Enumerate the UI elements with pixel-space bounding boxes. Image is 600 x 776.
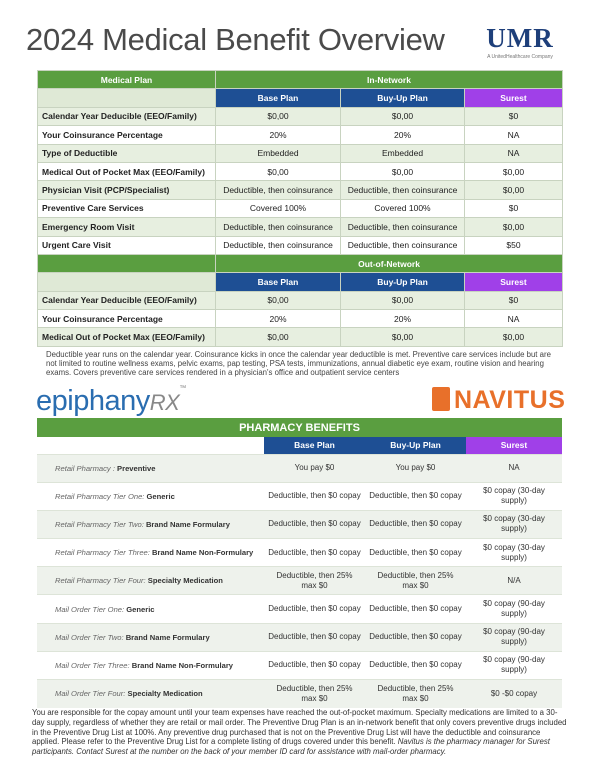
pharmacy-base-value: Deductible, then 25% max $0 (264, 680, 365, 708)
pharmacy-tier-name: Specialty Medication (147, 576, 223, 586)
in-network-row (38, 107, 563, 125)
navitus-logo (432, 386, 566, 414)
pharmacy-surest-value: $0 copay (90-day supply) (466, 651, 562, 679)
in-network-surest-value: $0 (465, 107, 563, 125)
out-network-base-value: $0,00 (216, 291, 341, 309)
in-network-row (38, 236, 563, 254)
in-network-buyup-value: 20% (341, 126, 465, 144)
in-network-buyup-value: $0,00 (341, 162, 465, 180)
pharmacy-buyup-value: Deductible, then $0 copay (365, 482, 466, 510)
out-network-surest-value: $0,00 (465, 328, 563, 346)
in-network-surest-value: NA (465, 144, 563, 162)
out-network-surest-value: NA (465, 310, 563, 328)
out-network-buyup-value: 20% (341, 310, 465, 328)
in-network-buyup-value: Deductible, then coinsurance (341, 181, 465, 199)
out-network-row (38, 328, 563, 346)
pharmacy-tier-prefix: Mail Order Tier Two: (55, 632, 126, 642)
pharmacy-row (37, 595, 562, 623)
in-network-row-label: Urgent Care Visit (38, 236, 216, 254)
pharmacy-buyup-value: Deductible, then 25% max $0 (365, 567, 466, 595)
pharmacy-tier-name: Preventive (117, 463, 156, 473)
in-network-surest-value: NA (465, 126, 563, 144)
pharmacy-row-label (37, 623, 264, 651)
in-network-surest-value: $0,00 (465, 218, 563, 236)
pharmacy-row (37, 651, 562, 679)
out-network-banner-row (38, 254, 563, 272)
out-network-banner-blank (38, 254, 216, 272)
pharmacy-base-plan-header: Base Plan (264, 437, 365, 454)
in-network-row-label: Preventive Care Services (38, 199, 216, 217)
in-network-row (38, 218, 563, 236)
in-network-row-label: Physician Visit (PCP/Specialist) (38, 181, 216, 199)
pharmacy-row-label (37, 482, 264, 510)
pharmacy-base-value: Deductible, then $0 copay (264, 482, 365, 510)
pharmacy-row (37, 567, 562, 595)
pharmacy-tier-prefix: Mail Order Tier Four: (55, 689, 128, 699)
in-network-blank-header (38, 89, 216, 107)
medical-header-row (38, 71, 563, 89)
pharmacy-row-label (37, 567, 264, 595)
pharmacy-row-label (37, 680, 264, 708)
pharmacy-surest-value: $0 copay (30-day supply) (466, 539, 562, 567)
pharmacy-row-label (37, 454, 264, 482)
pharmacy-row (37, 623, 562, 651)
pharmacy-row (37, 482, 562, 510)
pharmacy-tier-name: Generic (126, 604, 155, 614)
out-network-row-label: Your Coinsurance Percentage (38, 310, 216, 328)
pharmacy-row (37, 510, 562, 538)
in-network-row (38, 162, 563, 180)
medical-benefits-table (37, 70, 563, 347)
pharmacy-tier-prefix: Retail Pharmacy Tier Four: (55, 576, 148, 586)
in-network-buyup-value: Deductible, then coinsurance (341, 236, 465, 254)
pharmacy-surest-header: Surest (466, 437, 562, 454)
pharmacy-surest-value: $0 copay (30-day supply) (466, 482, 562, 510)
medical-footnote: Deductible year runs on the calendar year. Coinsurance kicks in once the calendar year deductible is met. Preventive care services include but are not limited to routine wellness exams, pelvic exams, pap testing, PSA tests, immunizations, annual diabetic eye exam, routine vision and hearing exams. Covers preventive care services rendered in a physician's office and outpatient service centers (46, 350, 551, 377)
pharmacy-surest-value: NA (466, 454, 562, 482)
pharmacy-tier-prefix: Retail Pharmacy Tier Three: (55, 548, 152, 558)
pharmacy-tier-prefix: Retail Pharmacy Tier Two: (55, 519, 146, 529)
in-network-row (38, 126, 563, 144)
navitus-mark-icon (432, 387, 450, 411)
out-network-column-header-row (38, 273, 563, 291)
in-network-buyup-value: Embedded (341, 144, 465, 162)
out-network-base-plan-header: Base Plan (216, 273, 341, 291)
in-network-buyup-value: Deductible, then coinsurance (341, 218, 465, 236)
pharmacy-buyup-value: Deductible, then $0 copay (365, 623, 466, 651)
in-network-buyup-plan-header: Buy-Up Plan (341, 89, 465, 107)
pharmacy-base-value: Deductible, then $0 copay (264, 510, 365, 538)
pharmacy-tier-name: Generic (146, 491, 175, 501)
in-network-column-header-row (38, 89, 563, 107)
in-network-surest-value: $0,00 (465, 162, 563, 180)
pharmacy-tier-prefix: Mail Order Tier Three: (55, 660, 132, 670)
pharmacy-footnote (32, 708, 568, 757)
umr-logo-word: UMR (486, 23, 554, 53)
pharmacy-row (37, 454, 562, 482)
page-title: 2024 Medical Benefit Overview (26, 22, 445, 57)
pharmacy-benefits-banner: PHARMACY BENEFITS (37, 418, 562, 437)
out-network-row (38, 310, 563, 328)
in-network-row-label: Medical Out of Pocket Max (EEO/Family) (38, 162, 216, 180)
in-network-surest-value: $0,00 (465, 181, 563, 199)
out-network-row-label: Medical Out of Pocket Max (EEO/Family) (38, 328, 216, 346)
in-network-base-value: Embedded (216, 144, 341, 162)
in-network-buyup-value: Covered 100% (341, 199, 465, 217)
out-network-header: Out-of-Network (216, 254, 563, 272)
pharmacy-row-label (37, 539, 264, 567)
pharmacy-tier-name: Brand Name Non-Formulary (152, 548, 254, 558)
pharmacy-surest-value: N/A (466, 567, 562, 595)
in-network-base-plan-header: Base Plan (216, 89, 341, 107)
out-network-surest-value: $0 (465, 291, 563, 309)
out-network-buyup-plan-header: Buy-Up Plan (341, 273, 465, 291)
pharmacy-footnote-main: You are responsible for the copay amount until your team expenses have reached the out-of-pocket maximum. Specialty medications are limited to a 30-day supply, regardless of whether they are retail or mail order. The Preventive Drug Plan is an in-network benefit that only covers preventive drugs included in the Preventive Drug List at 100%. Any preventive drug purchased that is not on the Preventive Drug List will have the deductible and coinsurance applied. Please refer to the Preventive Drug List for a complete listing of drugs covered under this benefit. (32, 708, 567, 747)
pharmacy-tier-name: Brand Name Non-Formulary (131, 660, 234, 670)
pharmacy-blank-header (37, 437, 264, 454)
pharmacy-base-value: Deductible, then $0 copay (264, 595, 365, 623)
pharmacy-base-value: Deductible, then $0 copay (264, 539, 365, 567)
epiphany-logo-tm: ™ (179, 385, 186, 392)
pharmacy-base-value: You pay $0 (264, 454, 365, 482)
in-network-base-value: Covered 100% (216, 199, 341, 217)
in-network-header: In-Network (216, 71, 563, 89)
pharmacy-tier-name: Specialty Medication (127, 689, 203, 699)
pharmacy-tier-name: Brand Name Formulary (145, 519, 230, 529)
pharmacy-row-label (37, 510, 264, 538)
pharmacy-row-label (37, 595, 264, 623)
pharmacy-banner-row (37, 418, 562, 437)
pharmacy-tier-prefix: Mail Order Tier One: (55, 604, 127, 614)
out-network-row (38, 291, 563, 309)
pharmacy-surest-value: $0 -$0 copay (466, 680, 562, 708)
in-network-surest-value: $50 (465, 236, 563, 254)
pharmacy-tier-name: Brand Name Formulary (125, 632, 210, 642)
pharmacy-buyup-value: Deductible, then $0 copay (365, 651, 466, 679)
pharmacy-surest-value: $0 copay (30-day supply) (466, 510, 562, 538)
epiphany-logo-rx: RX (149, 390, 180, 415)
in-network-base-value: Deductible, then coinsurance (216, 236, 341, 254)
in-network-base-value: $0,00 (216, 162, 341, 180)
out-network-surest-header: Surest (465, 273, 563, 291)
pharmacy-base-value: Deductible, then $0 copay (264, 623, 365, 651)
umr-logo (470, 24, 570, 60)
pharmacy-buyup-value: Deductible, then $0 copay (365, 595, 466, 623)
pharmacy-tier-prefix: Retail Pharmacy Tier One: (55, 491, 147, 501)
in-network-row (38, 144, 563, 162)
pharmacy-row-label (37, 651, 264, 679)
out-network-blank-header (38, 273, 216, 291)
in-network-base-value: Deductible, then coinsurance (216, 181, 341, 199)
pharmacy-benefits-table (37, 418, 562, 708)
out-network-base-value: $0,00 (216, 328, 341, 346)
in-network-row-label: Type of Deductible (38, 144, 216, 162)
pharmacy-row (37, 680, 562, 708)
pharmacy-base-value: Deductible, then $0 copay (264, 651, 365, 679)
pharmacy-buyup-value: Deductible, then 25% max $0 (365, 680, 466, 708)
in-network-base-value: 20% (216, 126, 341, 144)
out-network-row-label: Calendar Year Deducible (EEO/Family) (38, 291, 216, 309)
in-network-base-value: $0,00 (216, 107, 341, 125)
pharmacy-footnote-navitus: Navitus is the pharmacy manager for Surest participants. Contact Surest at the number on the back of your member ID card for assistance with mail-order pharmacy. (32, 737, 550, 757)
in-network-surest-header: Surest (465, 89, 563, 107)
in-network-row-label: Calendar Year Deducible (EEO/Family) (38, 107, 216, 125)
pharmacy-buyup-value: Deductible, then $0 copay (365, 539, 466, 567)
pharmacy-buyup-value: Deductible, then $0 copay (365, 510, 466, 538)
pharmacy-surest-value: $0 copay (90-day supply) (466, 595, 562, 623)
out-network-buyup-value: $0,00 (341, 291, 465, 309)
in-network-row (38, 199, 563, 217)
pharmacy-buyup-value: You pay $0 (365, 454, 466, 482)
navitus-logo-word: NAVITUS (454, 386, 566, 414)
in-network-row-label: Your Coinsurance Percentage (38, 126, 216, 144)
pharmacy-surest-value: $0 copay (90-day supply) (466, 623, 562, 651)
out-network-buyup-value: $0,00 (341, 328, 465, 346)
in-network-buyup-value: $0,00 (341, 107, 465, 125)
pharmacy-tier-prefix: Retail Pharmacy : (55, 463, 118, 473)
pharmacy-base-value: Deductible, then 25% max $0 (264, 567, 365, 595)
in-network-base-value: Deductible, then coinsurance (216, 218, 341, 236)
umr-logo-tagline: A UnitedHealthcare Company (487, 54, 553, 60)
epiphany-rx-logo (36, 385, 186, 418)
epiphany-logo-word: epiphany (36, 385, 150, 417)
medical-plan-header: Medical Plan (38, 71, 216, 89)
out-network-base-value: 20% (216, 310, 341, 328)
in-network-surest-value: $0 (465, 199, 563, 217)
pharmacy-column-header-row (37, 437, 562, 454)
pharmacy-buyup-plan-header: Buy-Up Plan (365, 437, 466, 454)
in-network-row-label: Emergency Room Visit (38, 218, 216, 236)
in-network-row (38, 181, 563, 199)
pharmacy-row (37, 539, 562, 567)
